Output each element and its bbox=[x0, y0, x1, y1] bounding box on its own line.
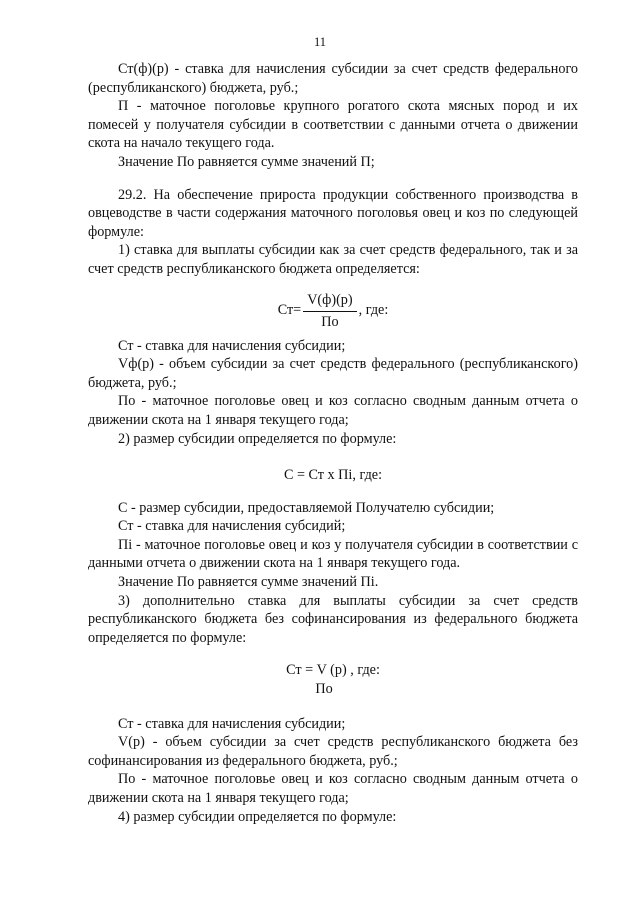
paragraph: Ст - ставка для начисления субсидии; bbox=[118, 337, 346, 354]
paragraph: П - маточное поголовье крупного рогатого скота мясных пород и их помесей у получателя субсидии в соответствии с данными отчета о движении скота на начало текущего года. bbox=[88, 98, 578, 152]
fraction-numerator: V(ф)(р) bbox=[303, 291, 356, 312]
formula-rate-fraction bbox=[88, 291, 578, 331]
paragraph: 2) размер субсидии определяется по формуле: bbox=[118, 430, 397, 447]
document-body bbox=[88, 60, 578, 826]
formula-subsidy-size: С = Ст х Пi, где: bbox=[283, 467, 383, 484]
formula-tail: , где: bbox=[358, 302, 389, 319]
paragraph: Пi - маточное поголовье овец и коз у получателя субсидии в соответствии с данными отчета о движении скота на 1 января текущего года. bbox=[88, 536, 578, 572]
paragraph: Значение По равняется сумме значений П; bbox=[118, 153, 375, 170]
fraction bbox=[303, 291, 356, 331]
paragraph: С - размер субсидии, предоставляемой Получателю субсидии; bbox=[118, 499, 495, 516]
spacer bbox=[88, 172, 578, 186]
paragraph: По - маточное поголовье овец и коз согласно сводным данным отчета о движении скота на 1 января текущего года; bbox=[88, 771, 578, 806]
paragraph: 3) дополнительно ставка для выплаты субсидии за счет средств республиканского бюджета без софинансирования из федерального бюджета определяется по формуле: bbox=[88, 592, 578, 646]
paragraph: Ст - ставка для начисления субсидий; bbox=[118, 518, 346, 535]
formula-additional-rate bbox=[88, 661, 578, 698]
paragraph: По - маточное поголовье овец и коз согласно сводным данным отчета о движении скота на 1 января текущего года; bbox=[88, 393, 578, 428]
paragraph: V(р) - объем субсидии за счет средств республиканского бюджета без софинансирования из федерального бюджета, руб.; bbox=[88, 734, 578, 769]
formula-denominator: По bbox=[315, 681, 333, 698]
page-number: 11 bbox=[313, 35, 327, 49]
formula-line: Ст = V (р) , где: bbox=[286, 662, 380, 679]
paragraph: Значение По равняется сумме значений Пi. bbox=[118, 574, 379, 591]
fraction-denominator: По bbox=[321, 313, 339, 330]
formula-lhs: Ст= bbox=[277, 302, 302, 319]
paragraph: 4) размер субсидии определяется по формуле: bbox=[118, 808, 397, 825]
paragraph: Ст - ставка для начисления субсидии; bbox=[118, 715, 346, 732]
spacer bbox=[88, 707, 578, 715]
paragraph: 29.2. На обеспечение прироста продукции собственного производства в овцеводстве в части содержания маточного поголовья овец и коз по следующей формуле: bbox=[88, 186, 578, 240]
paragraph: Vф(р) - объем субсидии за счет средств федерального (республиканского) бюджета, руб.; bbox=[88, 356, 578, 391]
paragraph: 1) ставка для выплаты субсидии как за счет средств федерального, так и за счет средств республиканского бюджета определяется: bbox=[88, 242, 578, 277]
paragraph: Ст(ф)(р) - ставка для начисления субсидии за счет средств федерального (республиканского) бюджета, руб.; bbox=[88, 61, 578, 96]
